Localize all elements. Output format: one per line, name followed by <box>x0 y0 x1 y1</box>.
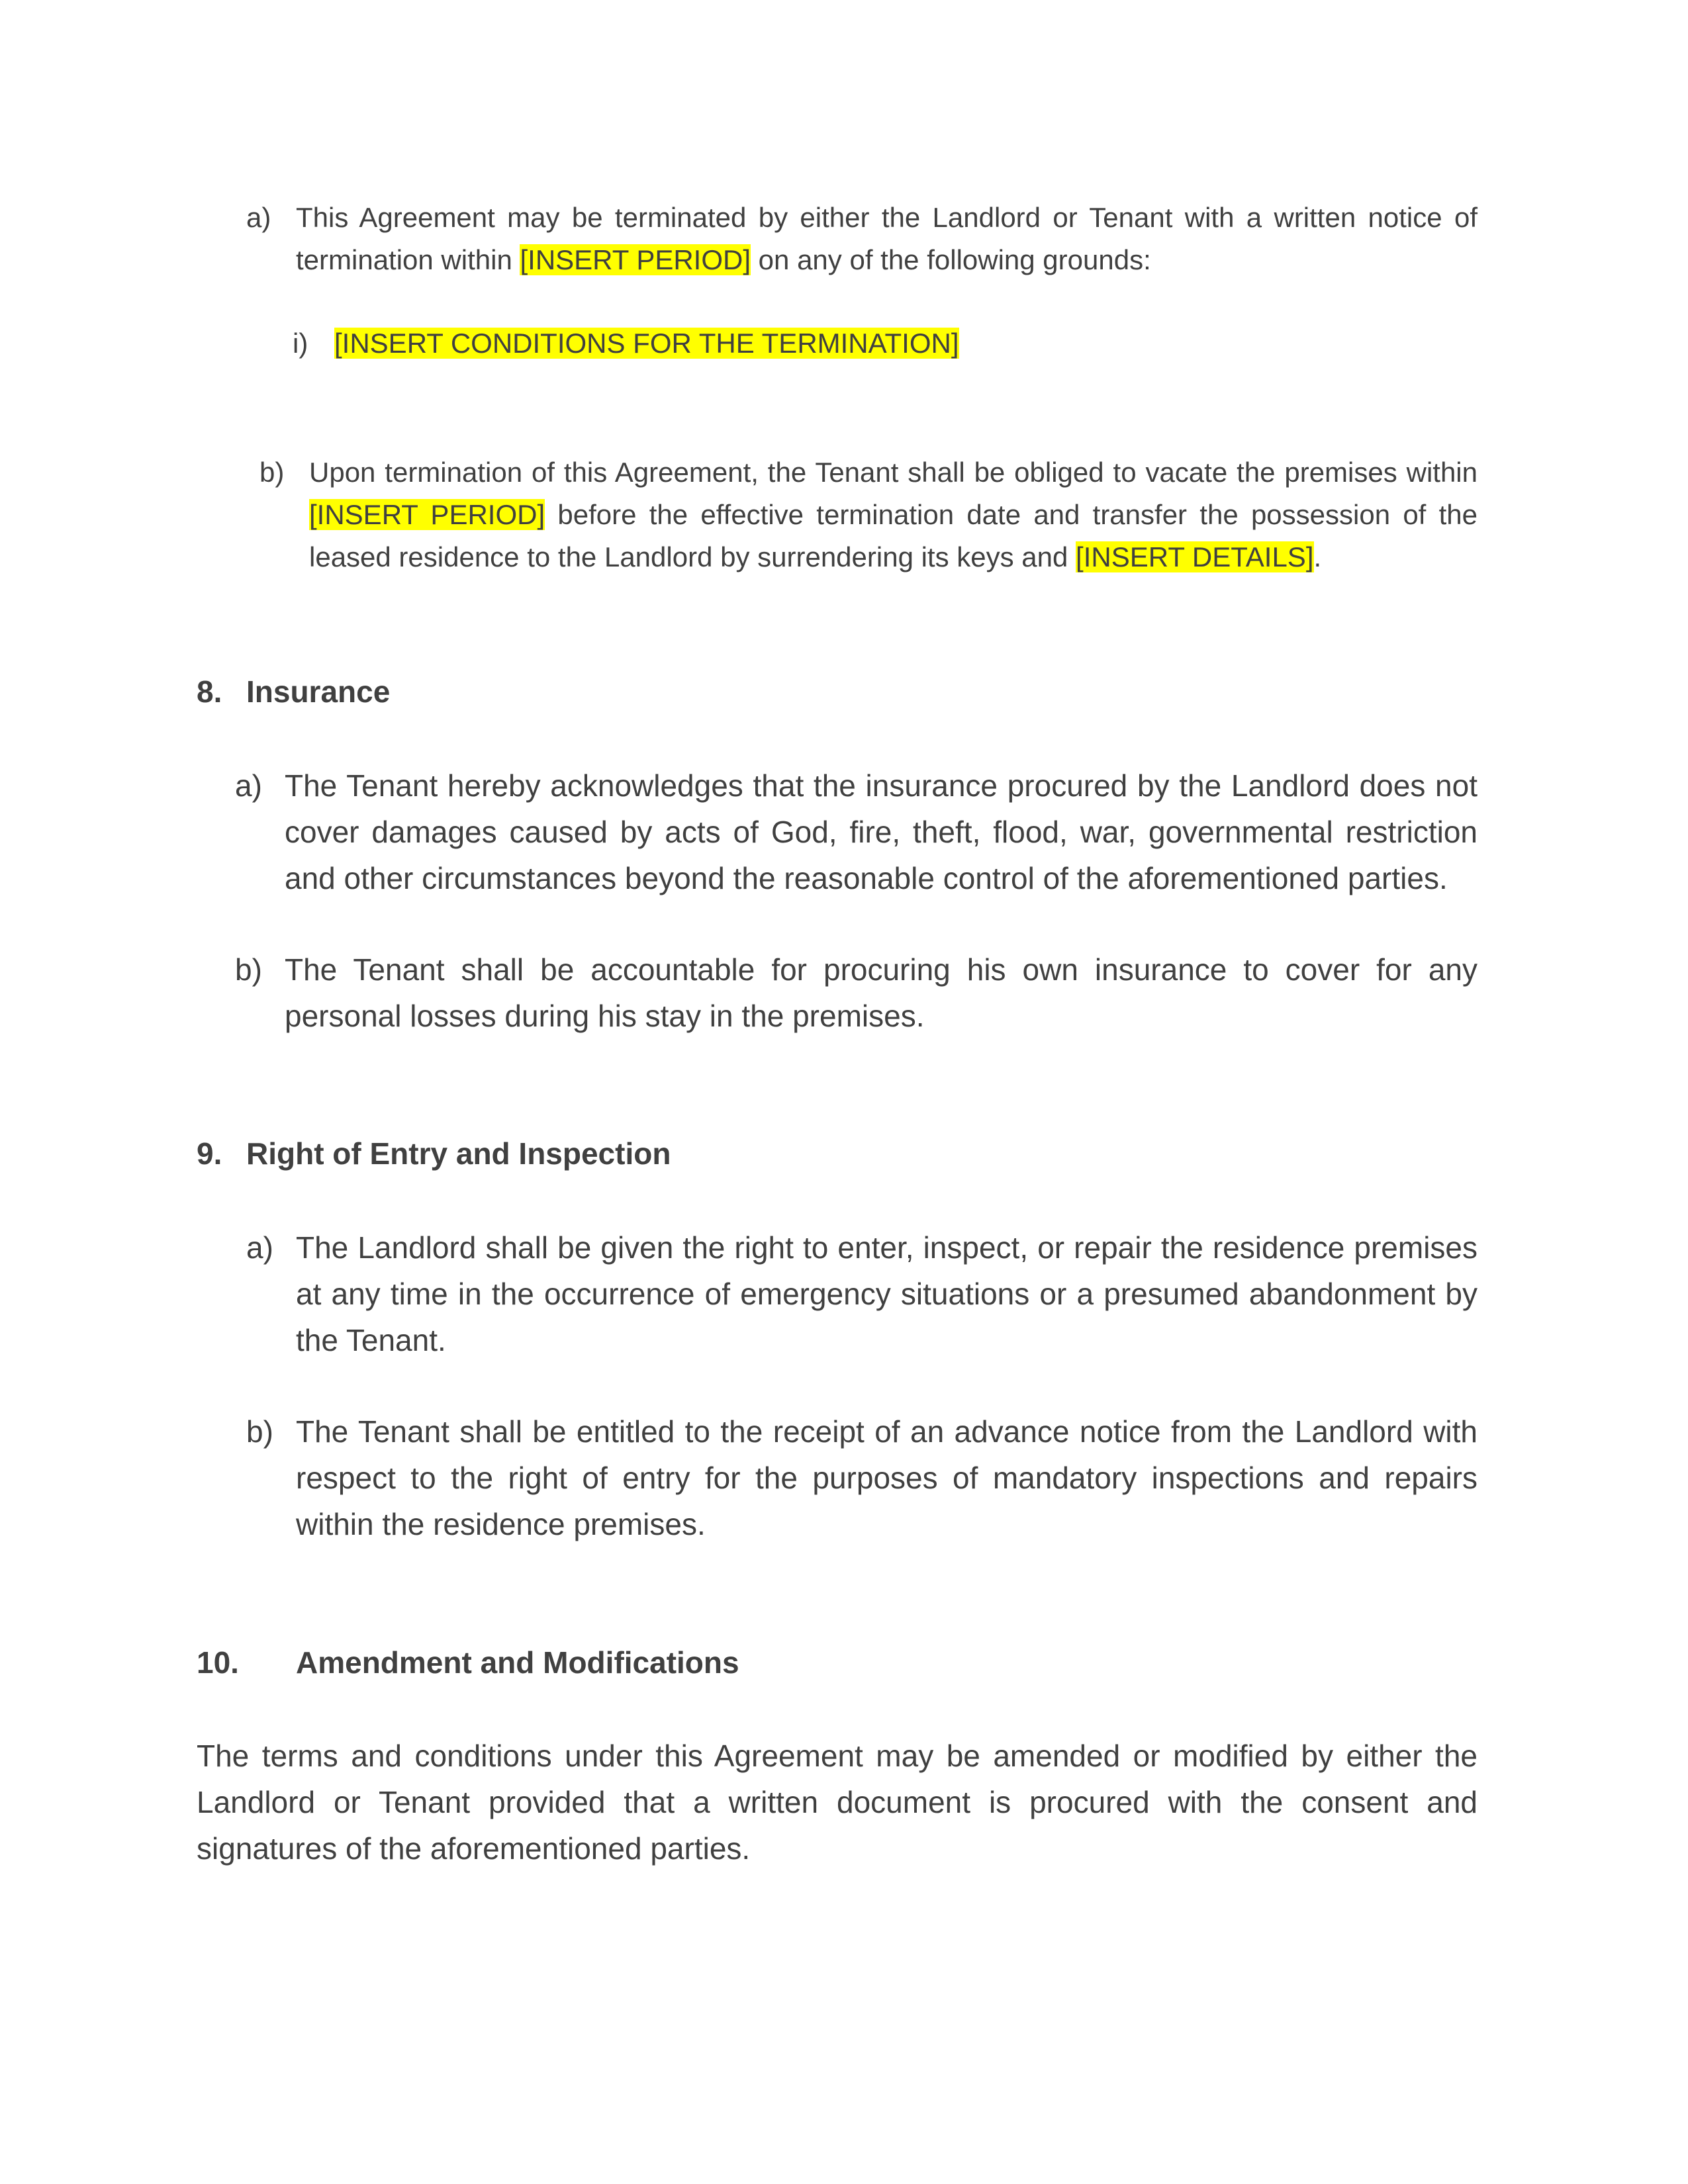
clause-7b-text-part2: before the effective termination date and transfer the possession of the leased residence to the Landlord by surrendering its keys and <box>309 499 1477 572</box>
clause-7b-label: b) <box>259 457 285 488</box>
clause-7a-text <box>296 197 1477 281</box>
clause-8b-text: The Tenant shall be accountable for procuring his own insurance to cover for any personal losses during his stay in the premises. <box>285 952 1477 1033</box>
section-8-number: 8. <box>197 674 222 709</box>
clause-7a-label: a) <box>246 202 271 233</box>
clause-7b-text-part3: . <box>1313 541 1322 572</box>
clause-8a-text: The Tenant hereby acknowledges that the insurance procured by the Landlord does not cover damages caused by acts of God, fire, theft, flood, war, governmental restriction and other circumstances beyond the reasonable control of the aforementioned parties. <box>285 768 1477 895</box>
placeholder-insert-details: [INSERT DETAILS] <box>1076 541 1314 572</box>
clause-8a-label: a) <box>235 768 262 803</box>
clause-8b-label: b) <box>235 952 262 987</box>
clause-7a-text-part2: on any of the following grounds: <box>751 244 1151 275</box>
clause-9a-label: a) <box>246 1230 273 1265</box>
clause-9b-text: The Tenant shall be entitled to the receipt of an advance notice from the Landlord with respect to the right of entry for the purposes of mandatory inspections and repairs within the residence premises. <box>296 1414 1477 1541</box>
clause-9b-label: b) <box>246 1414 273 1449</box>
section-8-title: Insurance <box>246 674 391 709</box>
section-10-body: The terms and conditions under this Agreement may be amended or modified by either the Landlord or Tenant provided that a written document is procured with the consent and signatures of the aforementioned parties. <box>197 1739 1477 1866</box>
clause-9a-text: The Landlord shall be given the right to enter, inspect, or repair the residence premises at any time in the occurrence of emergency situations or a presumed abandonment by the Tenant. <box>296 1230 1477 1357</box>
section-9-title: Right of Entry and Inspection <box>246 1136 671 1171</box>
clause-7b-text <box>309 451 1477 578</box>
placeholder-insert-period: [INSERT PERIOD] <box>520 244 751 275</box>
clause-7a-i-label: i) <box>293 328 308 359</box>
clause-7a-text-part1: This Agreement may be terminated by either the Landlord or Tenant with a written notice of termination within <box>296 202 1477 275</box>
section-9-number: 9. <box>197 1136 222 1171</box>
section-10-title: Amendment and Modifications <box>296 1645 739 1680</box>
placeholder-insert-conditions: [INSERT CONDITIONS FOR THE TERMINATION] <box>334 328 959 359</box>
placeholder-insert-period: [INSERT PERIOD] <box>309 499 545 530</box>
clause-7a-i-text <box>334 322 959 365</box>
section-10-number: 10. <box>197 1645 239 1680</box>
clause-7b-text-part1: Upon termination of this Agreement, the Tenant shall be obliged to vacate the premises within <box>309 457 1477 488</box>
